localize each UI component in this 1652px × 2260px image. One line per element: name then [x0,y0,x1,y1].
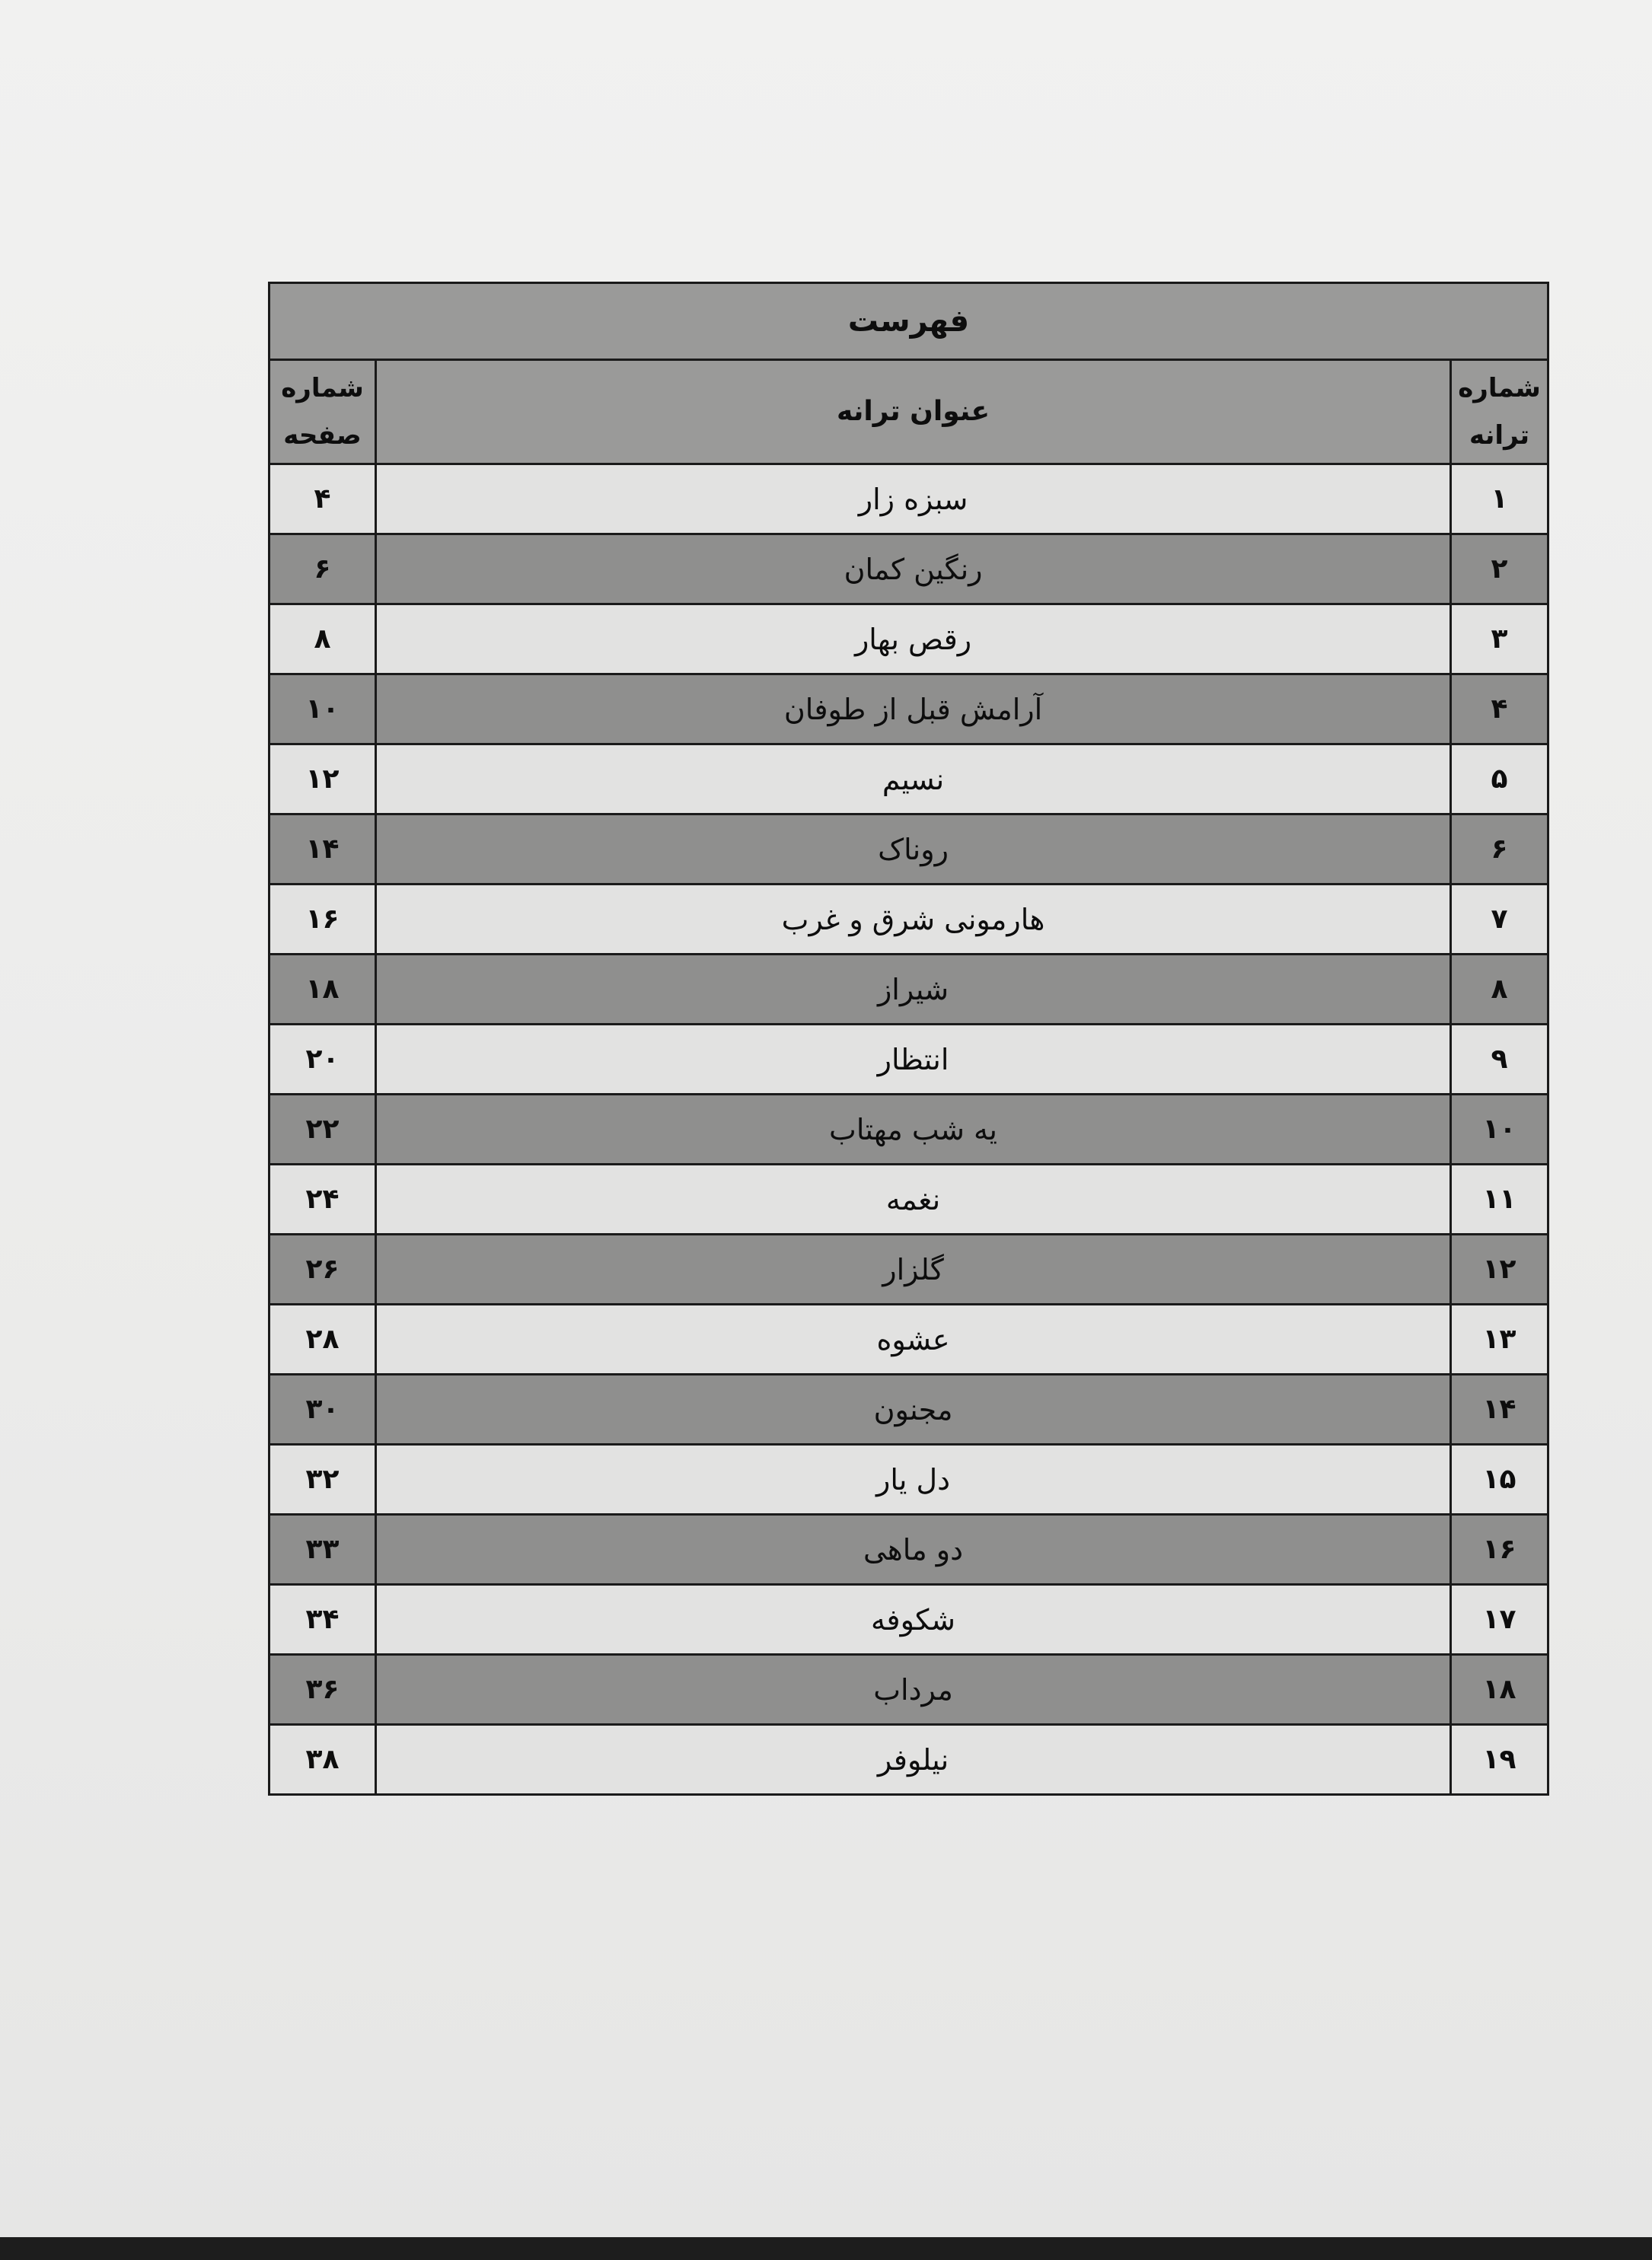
song-title: شکوفه [376,1585,1451,1655]
page-number: ۸ [269,604,376,674]
toc-row [269,1515,1548,1585]
toc-row [269,1655,1548,1725]
toc-header-row [269,360,1548,464]
toc-row [269,955,1548,1025]
song-title: دل یار [376,1445,1451,1515]
toc-row [269,534,1548,604]
page-number-header: شماره صفحه [269,360,376,464]
page-number: ۱۶ [269,885,376,955]
toc-row [269,814,1548,885]
song-title: رنگین کمان [376,534,1451,604]
song-number: ۱۹ [1451,1725,1548,1795]
toc-row [269,674,1548,744]
page-number: ۳۰ [269,1375,376,1445]
toc-row [269,744,1548,814]
toc-title-row [269,283,1548,360]
page-number: ۳۶ [269,1655,376,1725]
song-number: ۲ [1451,534,1548,604]
page-number: ۱۸ [269,955,376,1025]
toc-title: فهرست [269,283,1548,360]
toc-row [269,604,1548,674]
page-number: ۶ [269,534,376,604]
song-number: ۱۶ [1451,1515,1548,1585]
song-number: ۱۵ [1451,1445,1548,1515]
song-title: هارمونی شرق و غرب [376,885,1451,955]
song-number-header: شماره ترانه [1451,360,1548,464]
page-number: ۳۸ [269,1725,376,1795]
song-number: ۳ [1451,604,1548,674]
song-title: انتظار [376,1025,1451,1095]
song-number: ۵ [1451,744,1548,814]
song-number: ۶ [1451,814,1548,885]
song-number: ۱۸ [1451,1655,1548,1725]
page-number: ۱۰ [269,674,376,744]
toc-row [269,1445,1548,1515]
toc-row [269,885,1548,955]
page-number: ۳۴ [269,1585,376,1655]
toc-row [269,464,1548,534]
page-number: ۲۰ [269,1025,376,1095]
song-title: مرداب [376,1655,1451,1725]
song-number: ۱۰ [1451,1095,1548,1165]
page-number: ۳۳ [269,1515,376,1585]
song-title: شیراز [376,955,1451,1025]
song-number: ۱۷ [1451,1585,1548,1655]
song-number: ۱۲ [1451,1235,1548,1305]
page-number: ۲۶ [269,1235,376,1305]
song-number: ۱۱ [1451,1165,1548,1235]
toc-row [269,1235,1548,1305]
page-number: ۳۲ [269,1445,376,1515]
song-number: ۹ [1451,1025,1548,1095]
song-title: روناک [376,814,1451,885]
toc-row [269,1095,1548,1165]
song-title: عشوه [376,1305,1451,1375]
song-title-header: عنوان ترانه [376,360,1451,464]
toc-row [269,1165,1548,1235]
toc-row [269,1725,1548,1795]
toc-row [269,1025,1548,1095]
song-number: ۸ [1451,955,1548,1025]
song-number: ۴ [1451,674,1548,744]
page-number: ۲۸ [269,1305,376,1375]
song-title: رقص بهار [376,604,1451,674]
song-title: یه شب مهتاب [376,1095,1451,1165]
scan-bottom-edge [0,2237,1652,2260]
song-title: نسیم [376,744,1451,814]
song-number: ۷ [1451,885,1548,955]
page-number: ۲۲ [269,1095,376,1165]
song-title: آرامش قبل از طوفان [376,674,1451,744]
page-number: ۲۴ [269,1165,376,1235]
song-title: مجنون [376,1375,1451,1445]
toc-table [268,282,1549,1796]
toc-row [269,1305,1548,1375]
toc-row [269,1585,1548,1655]
song-title: نغمه [376,1165,1451,1235]
toc-row [269,1375,1548,1445]
song-title: دو ماهی [376,1515,1451,1585]
song-number: ۱۴ [1451,1375,1548,1445]
song-title: نیلوفر [376,1725,1451,1795]
page-number: ۴ [269,464,376,534]
song-number: ۱ [1451,464,1548,534]
page-number: ۱۴ [269,814,376,885]
song-number: ۱۳ [1451,1305,1548,1375]
page-number: ۱۲ [269,744,376,814]
song-title: سبزه زار [376,464,1451,534]
song-title: گلزار [376,1235,1451,1305]
